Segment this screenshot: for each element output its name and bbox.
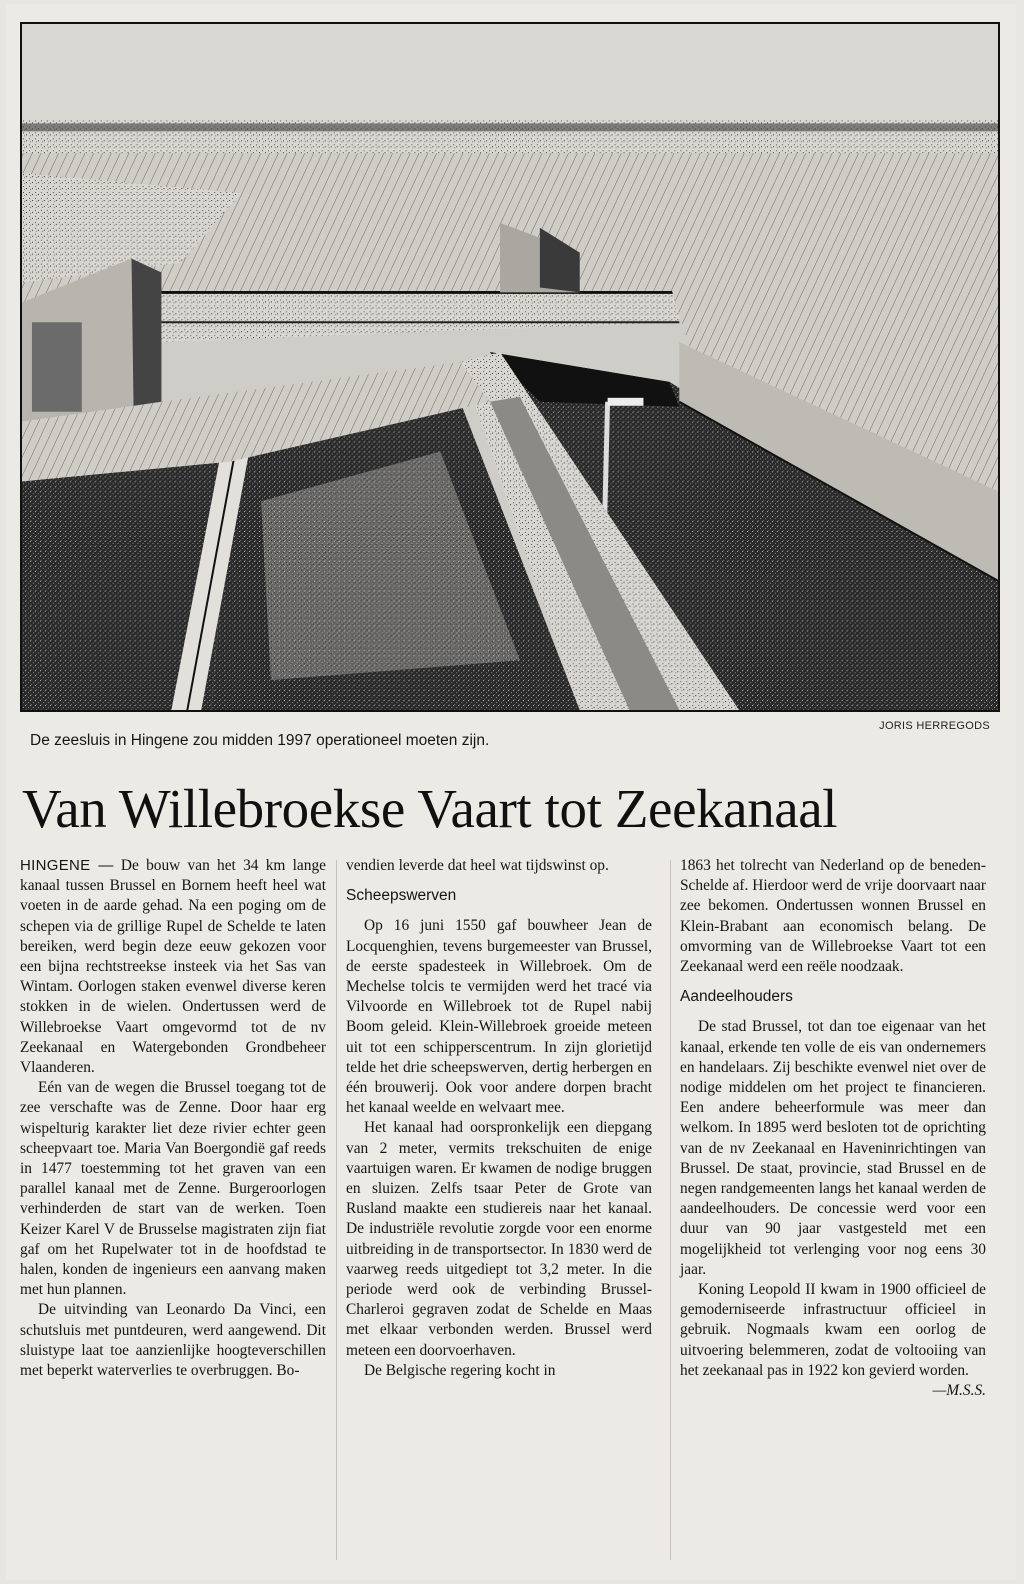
photo-caption: De zeesluis in Hingene zou midden 1997 operationeel moeten zijn. [30,732,490,749]
paragraph: Op 16 juni 1550 gaf bouwheer Jean de Locquenghien, tevens burgemeester van Brussel, de eerste spadesteek in Willebroek. Om de Mechelse tolcis te vermijden werd het tracé via Vilvoorde en Willebroek tot de Rupel nabij Boom geleid. Klein-Willebroek groeide meteen uit tot een schipperscentrum. In zijn glorietijd telde het drie scheepswerven, dertig herbergen en één brouwerij. Ook voor andere dorpen bracht het kanaal weelde en welvaart mee. [346,917,652,1117]
subheading-scheepswerven: Scheepswerven [346,887,457,905]
lock-photo-illustration [22,24,998,710]
article-column-1 [20,856,326,1381]
paragraph-text: De bouw van het 34 km lange kanaal tussen Brussel en Bornem heeft heel wat voeten in de aarde gehad. Na een poging om de schepen via de grillige Rupel de Schelde te laten bereiken, werd begin deze eeuw gekozen voor een bijna rechtstreekse insteek via het Sas van Wintam. Oorlogen staken evenwel diverse keren stokken in de wielen. Ondertussen werd de Willebroekse Vaart omgevormd tot de nv Zeekanaal en Watergebonden Grondbeheer Vlaanderen. [20,857,326,1077]
article-headline: Van Willebroekse Vaart tot Zeekanaal [22,778,838,839]
paragraph: De stad Brussel, tot dan toe eigenaar van het kanaal, erkende ten volle de eis van ondernemers en handelaars. Zij beschikte evenwel niet over de nodige middelen om het project te financieren. Een andere beheerformule was meer dan welkom. In 1895 werd besloten tot de oprichting van de nv Zeekanaal en Haveninrichtingen van Brussel. De staat, provincie, stad Brussel en de negen randgemeenten langs het kanaal werden de aandeelhouders. De concessie werd voor een duur van 90 jaar vastgesteld met een mogelijkheid tot verlenging voor nog eens 30 jaar. [680,1018,986,1278]
paragraph: vendien leverde dat heel wat tijdswinst op. [346,857,609,874]
photo-credit: JORIS HERREGODS [879,720,990,732]
dateline: HINGENE — [20,857,114,874]
author-signature: —M.S.S. [932,1382,986,1400]
article-column-2 [346,856,652,1381]
paragraph [20,856,326,1078]
paragraph: Koning Leopold II kwam in 1900 officieel de gemoderniseerde infrastructuur officieel in gebruik. Nogmaals kwam een oorlog de uitvoering belemmeren, zodat de voltooiing van het zeekanaal pas in 1922 kon gevierd worden. [680,1281,986,1379]
subheading-aandeelhouders: Aandeelhouders [680,988,793,1006]
paragraph: Het kanaal had oorspronkelijk een diepgang van 2 meter, vermits trekschuiten de enige vaartuigen waren. Er kwamen de nodige bruggen en sluizen. Zelfs tsaar Peter de Grote van Rusland maakte een studiereis naar het kanaal. De industriële revolutie zorgde voor een enorme uitbreiding in de transportsector. In 1830 werd de vaarweg reeds uitgediept tot 3,2 meter. In die periode werd ook de verbinding Brussel-Charleroi gegraven zodat de Schelde en Maas met elkaar verbonden werden. Brussel werd meteen een doorvoerhaven. [346,1119,652,1359]
article-column-3 [680,856,986,1401]
lock-photo [20,22,1000,712]
column-divider [670,860,671,1560]
paragraph: 1863 het tolrecht van Nederland op de beneden-Schelde af. Hierdoor werd de vrije doorvaart naar zee bekomen. Ondertussen wonnen Brussel en Klein-Brabant aan economisch belang. De omvorming van de Willebroekse Vaart tot een Zeekanaal werd een reële noodzaak. [680,857,986,976]
column-divider [336,860,337,1560]
paragraph: De uitvinding van Leonardo Da Vinci, een schutsluis met puntdeuren, werd aangewend. Dit sluistype laat toe aanzienlijke hoogteverschillen met beperkt waterverlies te overbruggen. Bo- [20,1301,326,1380]
paragraph: Eén van de wegen die Brussel toegang tot de zee verschafte was de Zenne. Door haar erg wispelturig karakter liet deze rivier echter geen scheepvaart toe. Maria Van Boergondië gaf reeds in 1477 toestemming tot het graven van een parallel kanaal met de Zenne. Burgeroorlogen verhinderden de start van de werken. Toen Keizer Karel V de Brusselse magistraten zijn fiat gaf om het Rupelwater tot in de hoofdstad te halen, konden de ingenieurs een aanvang maken met hun plannen. [20,1079,326,1299]
paragraph: De Belgische regering kocht in [364,1361,556,1379]
